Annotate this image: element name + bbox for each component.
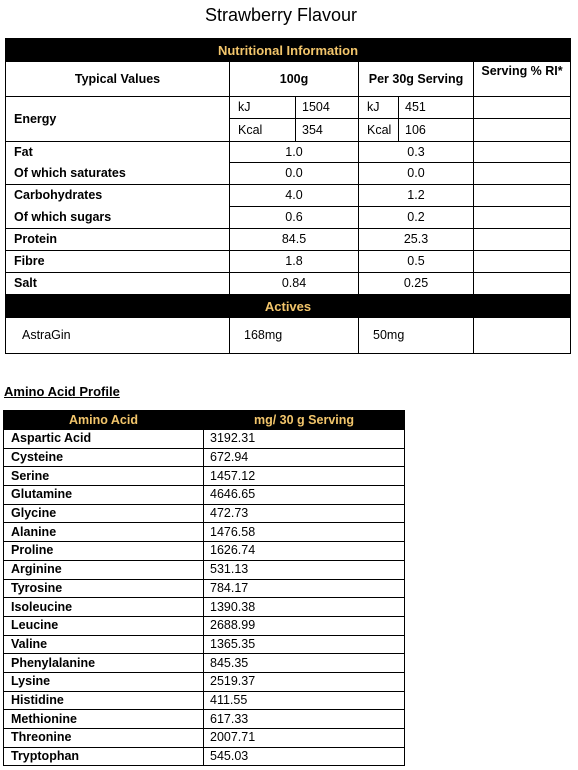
amino-acid-name: Glycine	[4, 504, 204, 523]
table-row	[4, 579, 405, 598]
salt-ri	[474, 273, 571, 295]
fat-label: Fat	[6, 142, 230, 163]
amino-acid-value: 4646.65	[204, 486, 405, 505]
amino-acid-value: 617.33	[204, 710, 405, 729]
energy-kcal-unit-100: Kcal	[230, 119, 296, 142]
amino-acid-name: Lysine	[4, 672, 204, 691]
amino-acid-value: 2007.71	[204, 729, 405, 748]
nutrition-header: Nutritional Information	[6, 39, 571, 62]
sugars-100: 0.6	[230, 207, 359, 229]
table-row	[4, 598, 405, 617]
col-serving-ri: Serving % RI*	[474, 62, 571, 97]
amino-col-name: Amino Acid	[4, 411, 204, 430]
amino-acid-value: 784.17	[204, 579, 405, 598]
table-row	[4, 729, 405, 748]
astragin-ri	[474, 318, 571, 354]
table-row	[4, 486, 405, 505]
page-title: Strawberry Flavour	[204, 5, 358, 25]
sugars-label: Of which sugars	[6, 207, 230, 229]
energy-kj-30: 451	[399, 97, 474, 119]
table-row	[4, 542, 405, 561]
amino-acid-name: Isoleucine	[4, 598, 204, 617]
protein-ri	[474, 229, 571, 251]
energy-label: Energy	[6, 97, 230, 142]
carbs-30: 1.2	[359, 185, 474, 207]
saturates-label: Of which saturates	[6, 163, 230, 185]
amino-col-value: mg/ 30 g Serving	[204, 411, 405, 430]
salt-100: 0.84	[230, 273, 359, 295]
table-row	[4, 523, 405, 542]
protein-100: 84.5	[230, 229, 359, 251]
fat-30: 0.3	[359, 142, 474, 163]
energy-kcal-unit-30: Kcal	[359, 119, 399, 142]
amino-acid-value: 2688.99	[204, 616, 405, 635]
carbs-100: 4.0	[230, 185, 359, 207]
fibre-label: Fibre	[6, 251, 230, 273]
amino-acid-value: 531.13	[204, 560, 405, 579]
table-row	[4, 430, 405, 449]
table-row	[4, 710, 405, 729]
saturates-30: 0.0	[359, 163, 474, 185]
amino-acid-value: 545.03	[204, 747, 405, 766]
amino-acid-name: Threonine	[4, 729, 204, 748]
salt-label: Salt	[6, 273, 230, 295]
amino-acid-name: Aspartic Acid	[4, 430, 204, 449]
table-row	[4, 672, 405, 691]
fibre-30: 0.5	[359, 251, 474, 273]
energy-kj-ri	[474, 97, 571, 119]
salt-30: 0.25	[359, 273, 474, 295]
fat-ri	[474, 142, 571, 163]
actives-header: Actives	[6, 295, 571, 318]
col-100g: 100g	[230, 62, 359, 97]
amino-acid-name: Tyrosine	[4, 579, 204, 598]
saturates-ri	[474, 163, 571, 185]
table-row	[4, 448, 405, 467]
amino-acid-value: 1476.58	[204, 523, 405, 542]
table-row	[4, 616, 405, 635]
sugars-30: 0.2	[359, 207, 474, 229]
amino-acid-name: Alanine	[4, 523, 204, 542]
table-row	[4, 504, 405, 523]
amino-acid-name: Leucine	[4, 616, 204, 635]
amino-acid-value: 845.35	[204, 654, 405, 673]
amino-acid-name: Methionine	[4, 710, 204, 729]
carbs-ri	[474, 185, 571, 207]
astragin-30: 50mg	[359, 318, 474, 354]
fat-100: 1.0	[230, 142, 359, 163]
amino-acid-value: 2519.37	[204, 672, 405, 691]
amino-acid-heading: Amino Acid Profile	[4, 384, 120, 399]
amino-acid-name: Histidine	[4, 691, 204, 710]
amino-acid-name: Cysteine	[4, 448, 204, 467]
amino-acid-name: Arginine	[4, 560, 204, 579]
table-row	[4, 691, 405, 710]
table-row	[4, 467, 405, 486]
amino-acid-name: Proline	[4, 542, 204, 561]
protein-label: Protein	[6, 229, 230, 251]
sugars-ri	[474, 207, 571, 229]
saturates-100: 0.0	[230, 163, 359, 185]
carbs-label: Carbohydrates	[6, 185, 230, 207]
amino-acid-name: Phenylalanine	[4, 654, 204, 673]
fibre-100: 1.8	[230, 251, 359, 273]
amino-acid-value: 1626.74	[204, 542, 405, 561]
amino-acid-name: Valine	[4, 635, 204, 654]
amino-acid-name: Tryptophan	[4, 747, 204, 766]
col-typical-values: Typical Values	[6, 62, 230, 97]
table-row	[4, 560, 405, 579]
amino-acid-rows	[4, 430, 405, 766]
amino-acid-name: Glutamine	[4, 486, 204, 505]
amino-acid-value: 672.94	[204, 448, 405, 467]
energy-kcal-100: 354	[296, 119, 359, 142]
col-per-30g: Per 30g Serving	[359, 62, 474, 97]
amino-acid-name: Serine	[4, 467, 204, 486]
astragin-label: AstraGin	[6, 318, 230, 354]
table-row	[4, 635, 405, 654]
astragin-100: 168mg	[230, 318, 359, 354]
energy-kcal-30: 106	[399, 119, 474, 142]
energy-kj-100: 1504	[296, 97, 359, 119]
nutrition-table	[5, 38, 571, 354]
amino-acid-value: 3192.31	[204, 430, 405, 449]
fibre-ri	[474, 251, 571, 273]
table-row	[4, 654, 405, 673]
energy-kj-unit-30: kJ	[359, 97, 399, 119]
energy-kcal-ri	[474, 119, 571, 142]
energy-kj-unit-100: kJ	[230, 97, 296, 119]
protein-30: 25.3	[359, 229, 474, 251]
amino-acid-value: 1457.12	[204, 467, 405, 486]
amino-acid-value: 472.73	[204, 504, 405, 523]
amino-acid-table	[3, 410, 405, 766]
amino-acid-value: 1365.35	[204, 635, 405, 654]
amino-acid-value: 1390.38	[204, 598, 405, 617]
table-row	[4, 747, 405, 766]
amino-acid-value: 411.55	[204, 691, 405, 710]
